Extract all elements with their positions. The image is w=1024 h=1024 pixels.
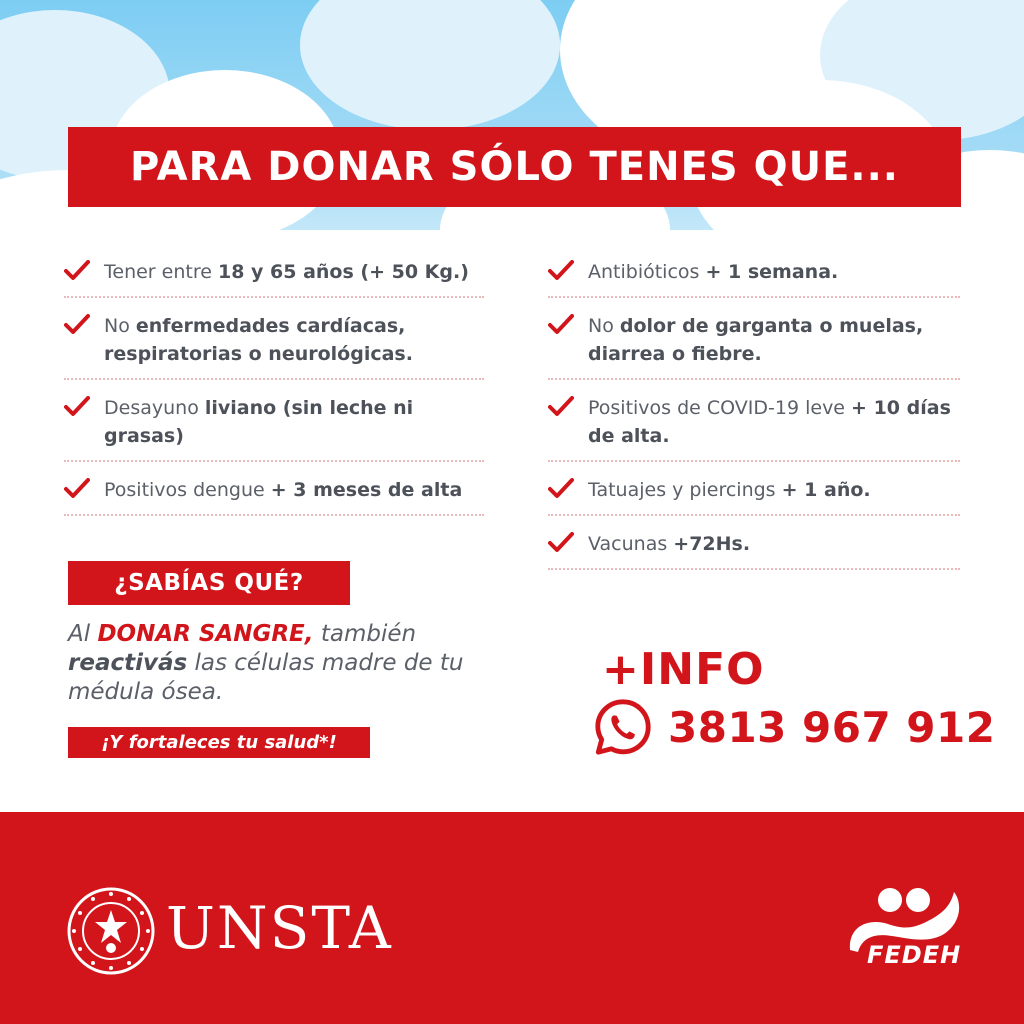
requirements-left-list xyxy=(64,252,484,524)
requirement-text xyxy=(576,476,871,504)
checkmark-icon xyxy=(64,260,92,282)
requirement-text-bold: + 3 meses de alta xyxy=(270,479,463,501)
requirement-text xyxy=(576,394,960,450)
fact-strong: reactivás xyxy=(68,650,188,676)
requirement-text-bold: +72Hs. xyxy=(673,533,751,555)
requirement-text xyxy=(92,394,484,450)
requirement-text-plain: No xyxy=(588,315,620,337)
requirement-text-bold: + 1 año. xyxy=(781,479,871,501)
requirement-text xyxy=(92,258,469,286)
checkmark-icon xyxy=(64,396,92,418)
checkmark-icon xyxy=(548,478,576,500)
checkmark-icon xyxy=(64,314,92,336)
requirement-text-bold: 18 y 65 años (+ 50 Kg.) xyxy=(217,261,469,283)
checkmark-icon xyxy=(548,396,576,418)
requirement-text-plain: No xyxy=(104,315,136,337)
requirement-text-bold: enfermedades cardíacas, respiratorias o neurológicas. xyxy=(104,315,413,365)
checkmark-icon xyxy=(548,314,576,336)
requirement-text-bold: dolor de garganta o muelas, diarrea o fiebre. xyxy=(588,315,924,365)
fact-text-3: las células madre de tu médula ósea. xyxy=(68,650,464,705)
fortalece-banner xyxy=(68,727,370,758)
fact-paragraph xyxy=(68,620,498,707)
requirement-text-plain: Antibióticos xyxy=(588,261,706,283)
requirement-item xyxy=(64,252,484,298)
requirement-item xyxy=(548,524,960,570)
requirement-text-bold: + 1 semana. xyxy=(705,261,839,283)
requirement-text-plain: Tener entre xyxy=(104,261,218,283)
requirement-text-bold: liviano (sin leche ni grasas) xyxy=(104,397,414,447)
requirement-item xyxy=(64,388,484,462)
fedeh-wordmark: FEDEH xyxy=(867,941,962,969)
fortalece-text: ¡Y fortaleces tu salud*! xyxy=(101,732,337,753)
checkmark-icon xyxy=(64,478,92,500)
requirement-text-plain: Vacunas xyxy=(588,533,674,555)
sabias-que-banner xyxy=(68,561,350,605)
requirement-text xyxy=(92,312,484,368)
requirement-text-plain: Positivos de COVID-19 leve xyxy=(588,397,852,419)
contact-row[interactable] xyxy=(592,696,995,758)
requirement-text-bold: + 10 días de alta. xyxy=(588,397,951,447)
fact-text-1: Al xyxy=(68,621,98,647)
requirement-text-plain: Positivos dengue xyxy=(104,479,271,501)
requirement-item xyxy=(548,470,960,516)
whatsapp-icon[interactable] xyxy=(592,696,654,758)
requirements-right-list xyxy=(548,252,960,578)
checkmark-icon xyxy=(548,532,576,554)
phone-number[interactable]: 3813 967 912 xyxy=(668,702,996,752)
unsta-wordmark: UNSTA xyxy=(166,894,393,962)
requirement-item xyxy=(548,388,960,462)
requirement-text xyxy=(576,312,960,368)
requirement-item xyxy=(548,252,960,298)
requirement-text-plain: Desayuno xyxy=(104,397,205,419)
requirement-text xyxy=(92,476,462,504)
fact-highlight: DONAR SANGRE, xyxy=(97,621,314,647)
headline-banner xyxy=(68,127,961,207)
unsta-seal-logo xyxy=(66,886,156,976)
checkmark-icon xyxy=(548,260,576,282)
requirement-item xyxy=(64,470,484,516)
sabias-que-title: ¿SABÍAS QUÉ? xyxy=(114,570,304,596)
requirement-text xyxy=(576,530,750,558)
fact-text-2: también xyxy=(313,621,417,647)
requirement-text xyxy=(576,258,838,286)
info-label: +INFO xyxy=(602,644,765,695)
requirement-item xyxy=(64,306,484,380)
headline-text: PARA DONAR SÓLO TENES QUE... xyxy=(130,144,899,190)
requirement-text-plain: Tatuajes y piercings xyxy=(588,479,782,501)
requirement-item xyxy=(548,306,960,380)
